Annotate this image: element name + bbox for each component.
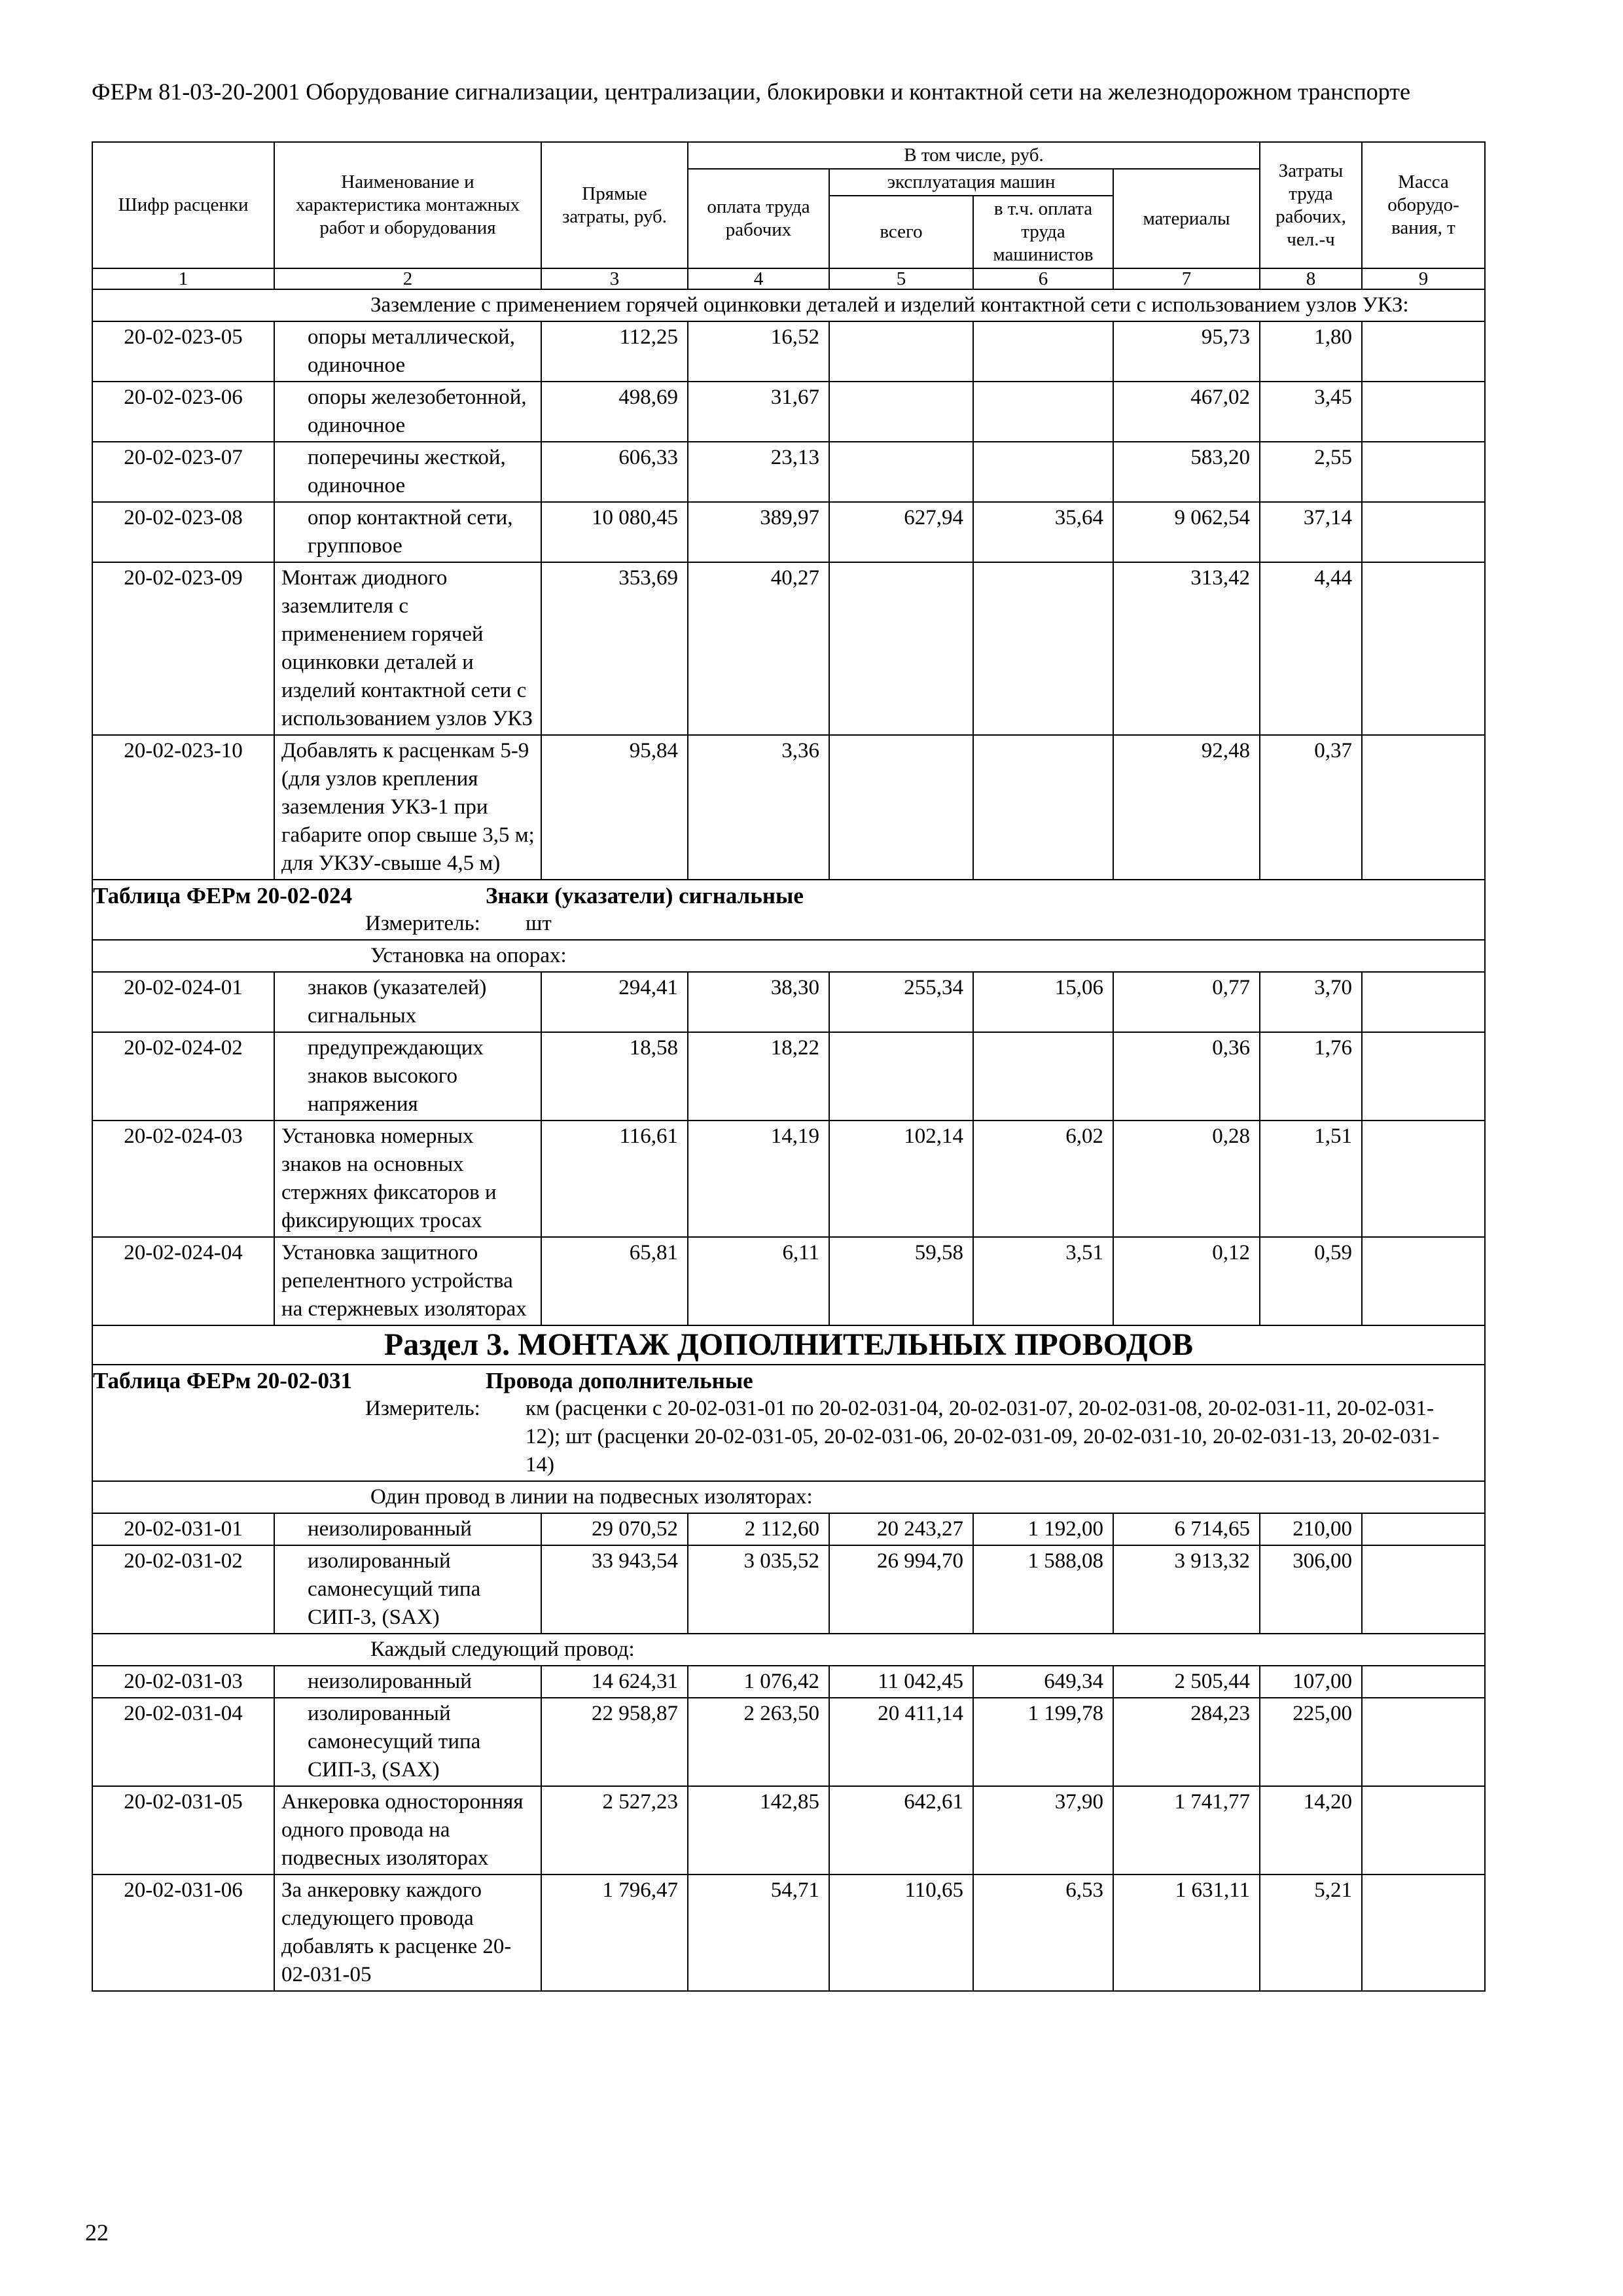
machinist-labor-cost	[973, 735, 1113, 880]
direct-cost: 29 070,52	[541, 1513, 688, 1545]
equipment-mass	[1362, 1698, 1485, 1786]
direct-cost: 22 958,87	[541, 1698, 688, 1786]
labor-cost: 16,52	[688, 321, 829, 382]
table-row	[92, 562, 1485, 735]
materials-cost: 313,42	[1113, 562, 1260, 735]
materials-cost: 0,12	[1113, 1237, 1260, 1325]
col-materials-header: материалы	[1113, 169, 1260, 268]
rate-code: 20-02-024-03	[92, 1121, 274, 1237]
col-number: 2	[274, 268, 541, 289]
work-name: Установка номерных знаков на основных стержнях фиксаторов и фиксирующих тросах	[274, 1121, 541, 1237]
labor-hours: 3,70	[1260, 972, 1362, 1032]
group-heading: Один провод в линии на подвесных изоляторах:	[92, 1481, 1485, 1513]
labor-hours: 5,21	[1260, 1874, 1362, 1991]
machine-cost	[829, 442, 973, 502]
equipment-mass	[1362, 1786, 1485, 1874]
col-number: 1	[92, 268, 274, 289]
col-number: 8	[1260, 268, 1362, 289]
table-label: Таблица ФЕРм 20-02-024	[93, 883, 353, 908]
equipment-mass	[1362, 502, 1485, 562]
table-head	[92, 142, 1485, 289]
rate-code: 20-02-031-04	[92, 1698, 274, 1786]
group-heading: Установка на опорах:	[92, 940, 1485, 972]
machine-cost	[829, 1032, 973, 1121]
direct-cost: 112,25	[541, 321, 688, 382]
table-row	[92, 1237, 1485, 1325]
machine-cost: 20 411,14	[829, 1698, 973, 1786]
table-label: Таблица ФЕРм 20-02-031	[93, 1368, 353, 1393]
direct-cost: 353,69	[541, 562, 688, 735]
work-name: Добавлять к расценкам 5-9 (для узлов крепления заземления УКЗ-1 при габарите опор свыше 3,5 м; для УКЗУ-свыше 4,5 м)	[274, 735, 541, 880]
direct-cost: 33 943,54	[541, 1545, 688, 1634]
table-title: Знаки (указатели) сигнальные	[486, 883, 804, 908]
meter-label: Измеритель:	[365, 1397, 480, 1420]
machinist-labor-cost: 37,90	[973, 1786, 1113, 1874]
machinist-labor-cost	[973, 1032, 1113, 1121]
direct-cost: 95,84	[541, 735, 688, 880]
materials-cost: 284,23	[1113, 1698, 1260, 1786]
work-name: неизолированный	[274, 1666, 541, 1698]
machine-cost	[829, 382, 973, 442]
col-labor-header: оплата труда рабочих	[688, 169, 829, 268]
meter-line	[93, 910, 1479, 938]
labor-hours: 37,14	[1260, 502, 1362, 562]
rate-code: 20-02-023-07	[92, 442, 274, 502]
table-row	[92, 972, 1485, 1032]
rows-024-indented	[92, 972, 1485, 1121]
equipment-mass	[1362, 1121, 1485, 1237]
work-name: поперечины жесткой, одиночное	[274, 442, 541, 502]
section-title-row	[92, 1325, 1485, 1365]
meter-value: шт	[526, 912, 552, 935]
materials-cost: 1 741,77	[1113, 1786, 1260, 1874]
rate-code: 20-02-031-02	[92, 1545, 274, 1634]
table-row	[92, 382, 1485, 442]
labor-hours: 107,00	[1260, 1666, 1362, 1698]
group-heading: Заземление с применением горячей оцинковки деталей и изделий контактной сети с использованием узлов УКЗ:	[92, 289, 1485, 321]
work-name: изолированный самонесущий типа СИП-3, (SAX)	[274, 1545, 541, 1634]
materials-cost: 0,28	[1113, 1121, 1260, 1237]
machine-cost	[829, 735, 973, 880]
labor-cost: 38,30	[688, 972, 829, 1032]
group-heading-row	[92, 940, 1485, 972]
labor-hours: 4,44	[1260, 562, 1362, 735]
col-number: 6	[973, 268, 1113, 289]
direct-cost: 606,33	[541, 442, 688, 502]
col-mach-total-header: всего	[829, 196, 973, 268]
labor-hours: 0,37	[1260, 735, 1362, 880]
table-row	[92, 1698, 1485, 1786]
meter-block	[93, 1395, 1479, 1479]
rows-023	[92, 562, 1485, 880]
materials-cost: 467,02	[1113, 382, 1260, 442]
work-name: Установка защитного репелентного устройства на стержневых изоляторах	[274, 1237, 541, 1325]
direct-cost: 2 527,23	[541, 1786, 688, 1874]
machinist-labor-cost	[973, 382, 1113, 442]
labor-hours: 3,45	[1260, 382, 1362, 442]
machine-cost: 627,94	[829, 502, 973, 562]
labor-cost: 23,13	[688, 442, 829, 502]
labor-cost: 40,27	[688, 562, 829, 735]
direct-cost: 1 796,47	[541, 1874, 688, 1991]
work-name: предупреждающих знаков высокого напряжения	[274, 1032, 541, 1121]
labor-cost: 6,11	[688, 1237, 829, 1325]
rate-code: 20-02-024-04	[92, 1237, 274, 1325]
meter-label: Измеритель:	[365, 912, 480, 935]
labor-hours: 210,00	[1260, 1513, 1362, 1545]
table-caption	[93, 1367, 1479, 1395]
column-numbers-row	[92, 268, 1485, 289]
labor-cost: 3 035,52	[688, 1545, 829, 1634]
table-row	[92, 735, 1485, 880]
equipment-mass	[1362, 1513, 1485, 1545]
machinist-labor-cost: 6,02	[973, 1121, 1113, 1237]
work-name: опоры железобетонной, одиночное	[274, 382, 541, 442]
machine-cost: 642,61	[829, 1786, 973, 1874]
machine-cost: 11 042,45	[829, 1666, 973, 1698]
rows-031-first	[92, 1513, 1485, 1634]
rate-code: 20-02-024-01	[92, 972, 274, 1032]
labor-cost: 3,36	[688, 735, 829, 880]
group-heading-row	[92, 289, 1485, 321]
labor-hours: 0,59	[1260, 1237, 1362, 1325]
rate-code: 20-02-023-09	[92, 562, 274, 735]
work-name: изолированный самонесущий типа СИП-3, (SAX)	[274, 1698, 541, 1786]
equipment-mass	[1362, 321, 1485, 382]
equipment-mass	[1362, 1545, 1485, 1634]
direct-cost: 10 080,45	[541, 502, 688, 562]
work-name: Монтаж диодного заземлителя с применением горячей оцинковки деталей и изделий контактной сети с использованием узлов УКЗ	[274, 562, 541, 735]
labor-cost: 14,19	[688, 1121, 829, 1237]
labor-hours: 1,76	[1260, 1032, 1362, 1121]
materials-cost: 0,36	[1113, 1032, 1260, 1121]
rate-code: 20-02-031-01	[92, 1513, 274, 1545]
equipment-mass	[1362, 1032, 1485, 1121]
materials-cost: 9 062,54	[1113, 502, 1260, 562]
machine-cost: 59,58	[829, 1237, 973, 1325]
materials-cost: 3 913,32	[1113, 1545, 1260, 1634]
group-heading-row	[92, 1481, 1485, 1513]
group-next-wire	[92, 1634, 1485, 1666]
col-number: 5	[829, 268, 973, 289]
labor-cost: 389,97	[688, 502, 829, 562]
machinist-labor-cost: 649,34	[973, 1666, 1113, 1698]
rate-code: 20-02-031-03	[92, 1666, 274, 1698]
labor-hours: 1,51	[1260, 1121, 1362, 1237]
machine-cost	[829, 562, 973, 735]
table-row	[92, 1786, 1485, 1874]
table-row	[92, 1032, 1485, 1121]
equipment-mass	[1362, 382, 1485, 442]
col-number: 7	[1113, 268, 1260, 289]
col-direct-header: Прямые затраты, руб.	[541, 142, 688, 268]
work-name: За анкеровку каждого следующего провода добавлять к расценке 20-02-031-05	[274, 1874, 541, 1991]
work-name: знаков (указателей) сигнальных	[274, 972, 541, 1032]
grounding-group	[92, 289, 1485, 321]
direct-cost: 116,61	[541, 1121, 688, 1237]
materials-cost: 2 505,44	[1113, 1666, 1260, 1698]
labor-cost: 54,71	[688, 1874, 829, 1991]
equipment-mass	[1362, 735, 1485, 880]
group-heading-row	[92, 1634, 1485, 1666]
labor-hours: 14,20	[1260, 1786, 1362, 1874]
materials-cost: 95,73	[1113, 321, 1260, 382]
labor-cost: 2 112,60	[688, 1513, 829, 1545]
materials-cost: 1 631,11	[1113, 1874, 1260, 1991]
table-row	[92, 321, 1485, 382]
machinist-labor-cost	[973, 442, 1113, 502]
machine-cost	[829, 321, 973, 382]
labor-hours: 1,80	[1260, 321, 1362, 382]
work-name: опоры металлической, одиночное	[274, 321, 541, 382]
table-row	[92, 1874, 1485, 1991]
table-caption	[93, 882, 1479, 910]
col-machines-header: эксплуатация машин	[829, 169, 1113, 196]
equipment-mass	[1362, 1237, 1485, 1325]
rate-code: 20-02-024-02	[92, 1032, 274, 1121]
col-code-header: Шифр расценки	[92, 142, 274, 268]
col-name-header: Наименование и характеристика монтажных работ и оборудования	[274, 142, 541, 268]
direct-cost: 18,58	[541, 1032, 688, 1121]
equipment-mass	[1362, 1666, 1485, 1698]
equipment-mass	[1362, 562, 1485, 735]
direct-cost: 65,81	[541, 1237, 688, 1325]
materials-cost: 92,48	[1113, 735, 1260, 880]
table-row	[92, 442, 1485, 502]
rate-code: 20-02-031-06	[92, 1874, 274, 1991]
table-caption-row	[92, 1365, 1485, 1481]
materials-cost: 6 714,65	[1113, 1513, 1260, 1545]
table-title: Провода дополнительные	[486, 1368, 753, 1393]
col-number: 4	[688, 268, 829, 289]
table-row	[92, 1666, 1485, 1698]
labor-cost: 1 076,42	[688, 1666, 829, 1698]
work-name: опор контактной сети, групповое	[274, 502, 541, 562]
machinist-labor-cost: 1 199,78	[973, 1698, 1113, 1786]
rows-031-next	[92, 1666, 1485, 1786]
col-mass-header: Масса оборудо-вания, т	[1362, 142, 1485, 268]
labor-hours: 225,00	[1260, 1698, 1362, 1786]
materials-cost: 583,20	[1113, 442, 1260, 502]
col-number: 9	[1362, 268, 1485, 289]
rate-code: 20-02-023-10	[92, 735, 274, 880]
equipment-mass	[1362, 442, 1485, 502]
col-hours-header: Затраты труда рабочих, чел.-ч	[1260, 142, 1362, 268]
table-row	[92, 1545, 1485, 1634]
equipment-mass	[1362, 972, 1485, 1032]
machinist-labor-cost: 3,51	[973, 1237, 1113, 1325]
machinist-labor-cost	[973, 562, 1113, 735]
rows-024	[92, 1121, 1485, 1325]
table-row	[92, 1513, 1485, 1545]
machinist-labor-cost: 6,53	[973, 1874, 1113, 1991]
col-mach-labor-header: в т.ч. оплата труда машинистов	[973, 196, 1113, 268]
rate-code: 20-02-023-05	[92, 321, 274, 382]
machine-cost: 255,34	[829, 972, 973, 1032]
direct-cost: 294,41	[541, 972, 688, 1032]
page-header: ФЕРм 81-03-20-2001 Оборудование сигнализации, централизации, блокировки и контактной сети на железнодорожном транспорте	[92, 79, 1411, 105]
labor-cost: 31,67	[688, 382, 829, 442]
section-title: Раздел 3. МОНТАЖ ДОПОЛНИТЕЛЬНЫХ ПРОВОДОВ	[92, 1325, 1485, 1365]
rows-031-anchoring	[92, 1786, 1485, 1991]
labor-cost: 18,22	[688, 1032, 829, 1121]
col-number: 3	[541, 268, 688, 289]
table-row	[92, 502, 1485, 562]
section-3	[92, 1325, 1485, 1513]
machine-cost: 110,65	[829, 1874, 973, 1991]
labor-hours: 2,55	[1260, 442, 1362, 502]
col-incl-header: В том числе, руб.	[688, 142, 1260, 169]
machinist-labor-cost: 1 192,00	[973, 1513, 1113, 1545]
rates-table	[92, 141, 1486, 1992]
machinist-labor-cost	[973, 321, 1113, 382]
rows-023-indented	[92, 321, 1485, 562]
machinist-labor-cost: 15,06	[973, 972, 1113, 1032]
machinist-labor-cost: 1 588,08	[973, 1545, 1113, 1634]
work-name: неизолированный	[274, 1513, 541, 1545]
labor-cost: 142,85	[688, 1786, 829, 1874]
table-caption-row	[92, 880, 1485, 940]
page-number: 22	[85, 2219, 109, 2246]
rate-code: 20-02-023-06	[92, 382, 274, 442]
work-name: Анкеровка односторонняя одного провода на подвесных изоляторах	[274, 1786, 541, 1874]
table-row	[92, 1121, 1485, 1237]
machine-cost: 102,14	[829, 1121, 973, 1237]
equipment-mass	[1362, 1874, 1485, 1991]
rate-code: 20-02-023-08	[92, 502, 274, 562]
machine-cost: 20 243,27	[829, 1513, 973, 1545]
group-heading: Каждый следующий провод:	[92, 1634, 1485, 1666]
materials-cost: 0,77	[1113, 972, 1260, 1032]
direct-cost: 498,69	[541, 382, 688, 442]
rate-code: 20-02-031-05	[92, 1786, 274, 1874]
direct-cost: 14 624,31	[541, 1666, 688, 1698]
labor-hours: 306,00	[1260, 1545, 1362, 1634]
meter-value: км (расценки с 20-02-031-01 по 20-02-031-04, 20-02-031-07, 20-02-031-08, 20-02-031-11, 20-02-031-12); шт (расценки 20-02-031-05, 20-02-031-06, 20-02-031-09, 20-02-031-10, 20-02-031-13, 20-02-031-14)	[526, 1397, 1440, 1477]
labor-cost: 2 263,50	[688, 1698, 829, 1786]
table-024-caption	[92, 880, 1485, 972]
machinist-labor-cost: 35,64	[973, 502, 1113, 562]
machine-cost: 26 994,70	[829, 1545, 973, 1634]
